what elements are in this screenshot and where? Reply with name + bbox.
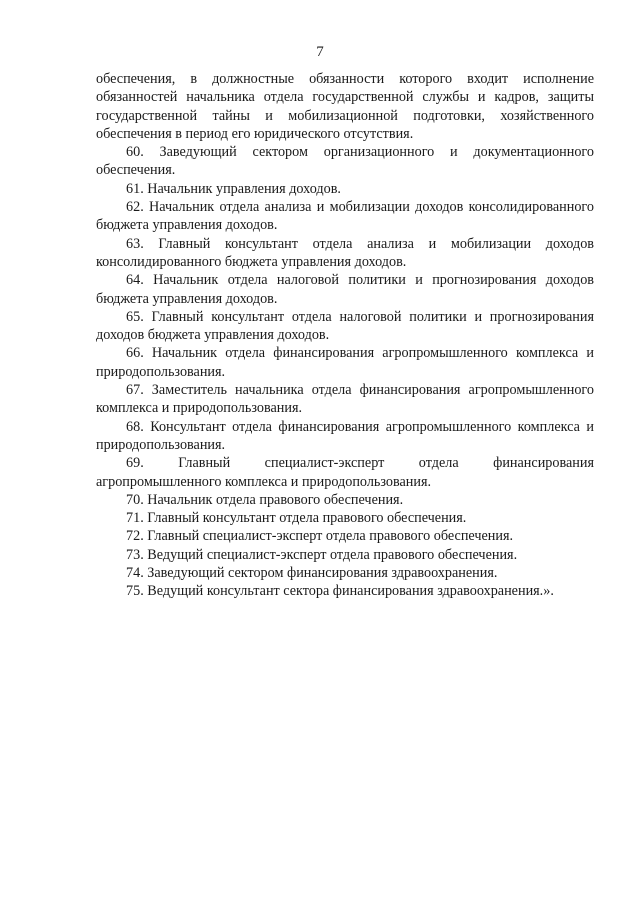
list-item-73: 73. Ведущий специалист-эксперт отдела правового обеспечения.	[126, 546, 518, 563]
list-item-64: 64. Начальник отдела налоговой политики и прогнозирования доходов бюджета управления доходов.	[96, 272, 594, 307]
page-number: 7	[316, 44, 324, 60]
list-item-62: 62. Начальник отдела анализа и мобилизации доходов консолидированного бюджета управления доходов.	[96, 199, 594, 234]
list-item-60: 60. Заведующий сектором организационного и документационного обеспечения.	[96, 144, 594, 179]
paragraph-continuation: обеспечения, в должностные обязанности которого входит исполнение обязанностей начальника отдела государственной службы и кадров, защиты государственной тайны и мобилизационной подготовки, хозяйственного обеспечения в период его юридического отсутствия.	[96, 71, 594, 142]
list-item-61: 61. Начальник управления доходов.	[126, 180, 341, 197]
list-item-75: 75. Ведущий консультант сектора финансирования здравоохранения.».	[126, 583, 554, 600]
list-item-69: 69. Главный специалист-эксперт отдела финансирования агропромышленного комплекса и природопользования.	[96, 455, 594, 490]
list-item-67: 67. Заместитель начальника отдела финансирования агропромышленного комплекса и природопользования.	[96, 382, 594, 417]
document-body	[96, 70, 594, 601]
list-item-70: 70. Начальник отдела правового обеспечения.	[126, 491, 404, 508]
list-item-66: 66. Начальник отдела финансирования агропромышленного комплекса и природопользования.	[96, 345, 594, 380]
list-item-71: 71. Главный консультант отдела правового обеспечения.	[126, 510, 467, 527]
list-item-65: 65. Главный консультант отдела налоговой политики и прогнозирования доходов бюджета управления доходов.	[96, 308, 594, 344]
list-item-72: 72. Главный специалист-эксперт отдела правового обеспечения.	[126, 528, 514, 545]
list-item-63: 63. Главный консультант отдела анализа и мобилизации доходов консолидированного бюджета управления доходов.	[96, 235, 594, 270]
list-item-74: 74. Заведующий сектором финансирования здравоохранения.	[126, 565, 498, 582]
list-item-68: 68. Консультант отдела финансирования агропромышленного комплекса и природопользования.	[96, 418, 594, 453]
